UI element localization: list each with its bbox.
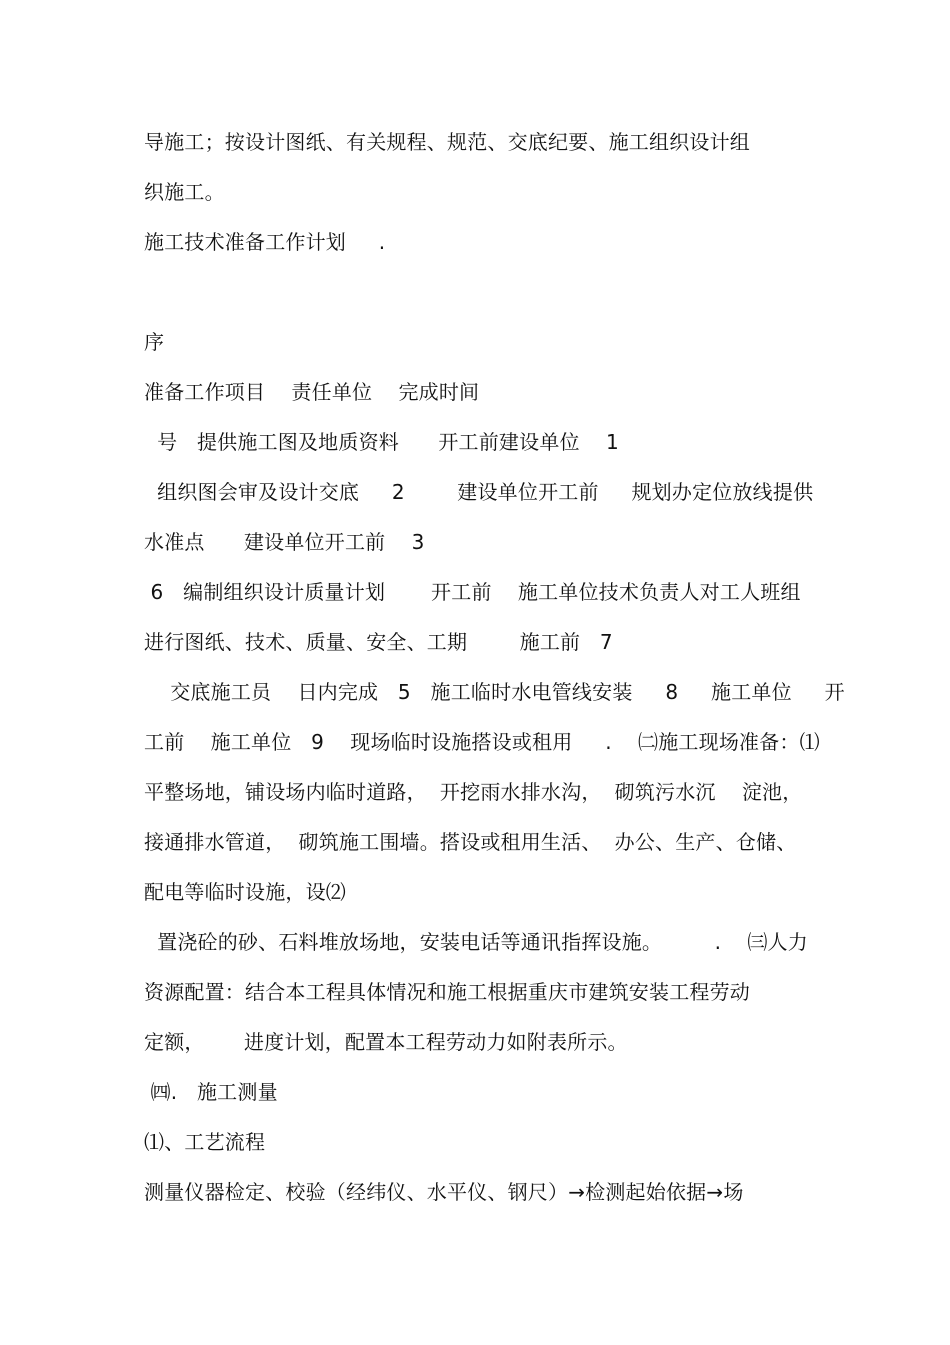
text-line: 资源配置：结合本工程具体情况和施工根据重庆市建筑安装工程劳动 xyxy=(144,980,750,1004)
text-line: 配电等临时设施，设⑵ xyxy=(144,880,346,904)
section-heading: ㈣. 施工测量 xyxy=(144,1080,278,1104)
text-line: 号 提供施工图及地质资料 开工前建设单位 1 xyxy=(144,430,619,454)
text-line: 进行图纸、技术、质量、安全、工期 施工前 7 xyxy=(144,630,613,654)
text-line: 测量仪器检定、校验（经纬仪、水平仪、钢尺）→检测起始依据→场 xyxy=(144,1180,744,1204)
text-line: 工前 施工单位 9 现场临时设施搭设或租用 . ㈡施工现场准备：⑴ xyxy=(144,730,820,754)
subsection-heading: ⑴、工艺流程 xyxy=(144,1130,266,1154)
text-line: 准备工作项目 责任单位 完成时间 xyxy=(144,380,480,404)
text-line: 平整场地，铺设场内临时道路， 开挖雨水排水沟， 砌筑污水沉 淀池， xyxy=(144,780,803,804)
text-line: 织施工。 xyxy=(144,180,225,204)
text-line: 序 xyxy=(144,330,165,354)
text-line: 组织图会审及设计交底 2 建设单位开工前 规划办定位放线提供 xyxy=(144,480,814,504)
text-line: 水准点 建设单位开工前 3 xyxy=(144,530,425,554)
text-line: 置浇砼的砂、石料堆放场地，安装电话等通讯指挥设施。 . ㈢人力 xyxy=(144,930,808,954)
text-line: 6 编制组织设计质量计划 开工前 施工单位技术负责人对工人班组 xyxy=(144,580,801,604)
text-line: 定额， 进度计划，配置本工程劳动力如附表所示。 xyxy=(144,1030,628,1054)
text-line: 交底施工员 日内完成 5 施工临时水电管线安装 8 施工单位 开 xyxy=(144,680,845,704)
text-line: 接通排水管道， 砌筑施工围墙。搭设或租用生活、 办公、生产、仓储、 xyxy=(144,830,797,854)
section-heading: 施工技术准备工作计划 . xyxy=(144,230,386,254)
text-line: 导施工；按设计图纸、有关规程、规范、交底纪要、施工组织设计组 xyxy=(144,130,750,154)
